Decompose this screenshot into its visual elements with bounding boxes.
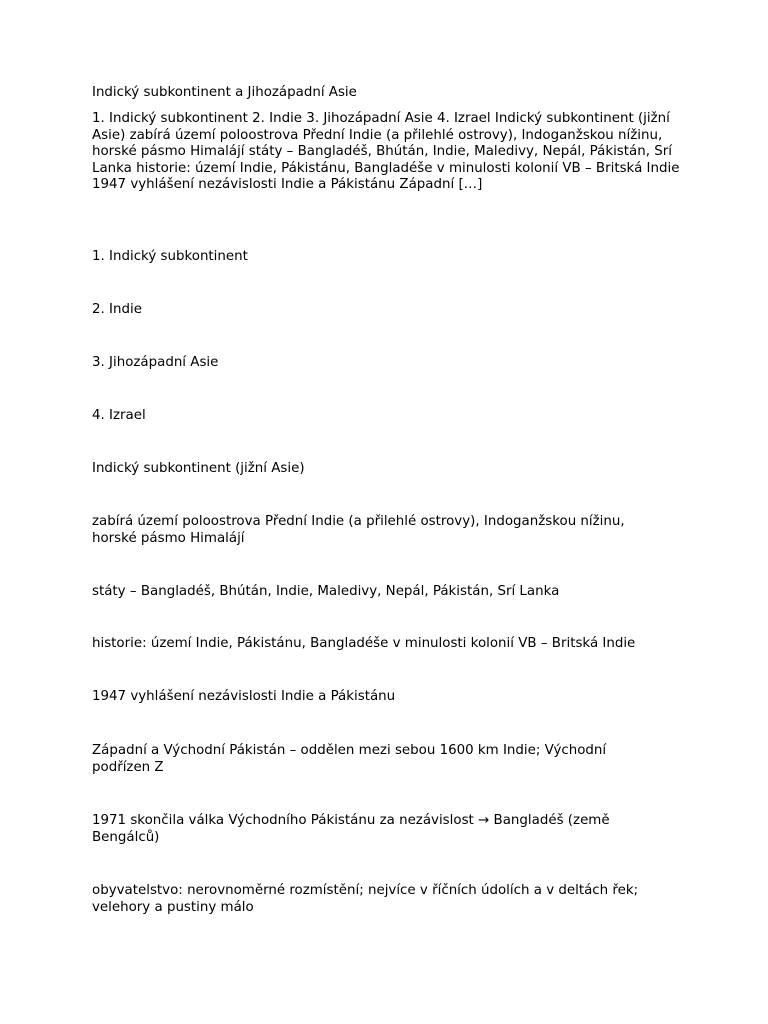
paragraph-item: 2. Indie (92, 302, 142, 317)
paragraph-item: 3. Jihozápadní Asie (92, 355, 219, 370)
paragraph-item: Západní a Východní Pákistán – oddělen mezi sebou 1600 km Indie; Východní podřízen Z (92, 743, 607, 775)
document-summary: 1. Indický subkontinent 2. Indie 3. Jihozápadní Asie 4. Izrael Indický subkontinent (jižní Asie) zabírá území poloostrova Přední Indie (a přilehlé ostrovy), Indoganžskou nížinu, horské pásmo Himalájí státy – Bangladéš, Bhútán, Indie, Maledivy, Nepál, Pákistán, Srí Lanka historie: území Indie, Pákistánu, Bangladéše v minulosti kolonií VB – Britská Indie 1947 vyhlášení nezávislosti Indie a Pákistánu Západní […] (92, 111, 680, 193)
paragraph-item: obyvatelstvo: nerovnoměrné rozmístění; nejvíce v říčních údolích a v deltách řek; velehory a pustiny málo (92, 883, 639, 915)
paragraph-item: 1947 vyhlášení nezávislosti Indie a Pákistánu (92, 689, 396, 704)
paragraph-item: historie: území Indie, Pákistánu, Bangladéše v minulosti kolonií VB – Britská Indie (92, 636, 636, 651)
paragraph-item: 4. Izrael (92, 408, 146, 423)
paragraph-item: státy – Bangladéš, Bhútán, Indie, Maledivy, Nepál, Pákistán, Srí Lanka (92, 584, 560, 599)
paragraph-item: 1. Indický subkontinent (92, 249, 248, 264)
paragraph-item: 1971 skončila válka Východního Pákistánu za nezávislost → Bangladéš (země Bengálců) (92, 813, 610, 845)
document-title: Indický subkontinent a Jihozápadní Asie (92, 85, 357, 100)
paragraph-item: Indický subkontinent (jižní Asie) (92, 461, 305, 476)
paragraph-item: zabírá území poloostrova Přední Indie (a přilehlé ostrovy), Indoganžskou nížinu, horské pásmo Himalájí (92, 514, 625, 546)
